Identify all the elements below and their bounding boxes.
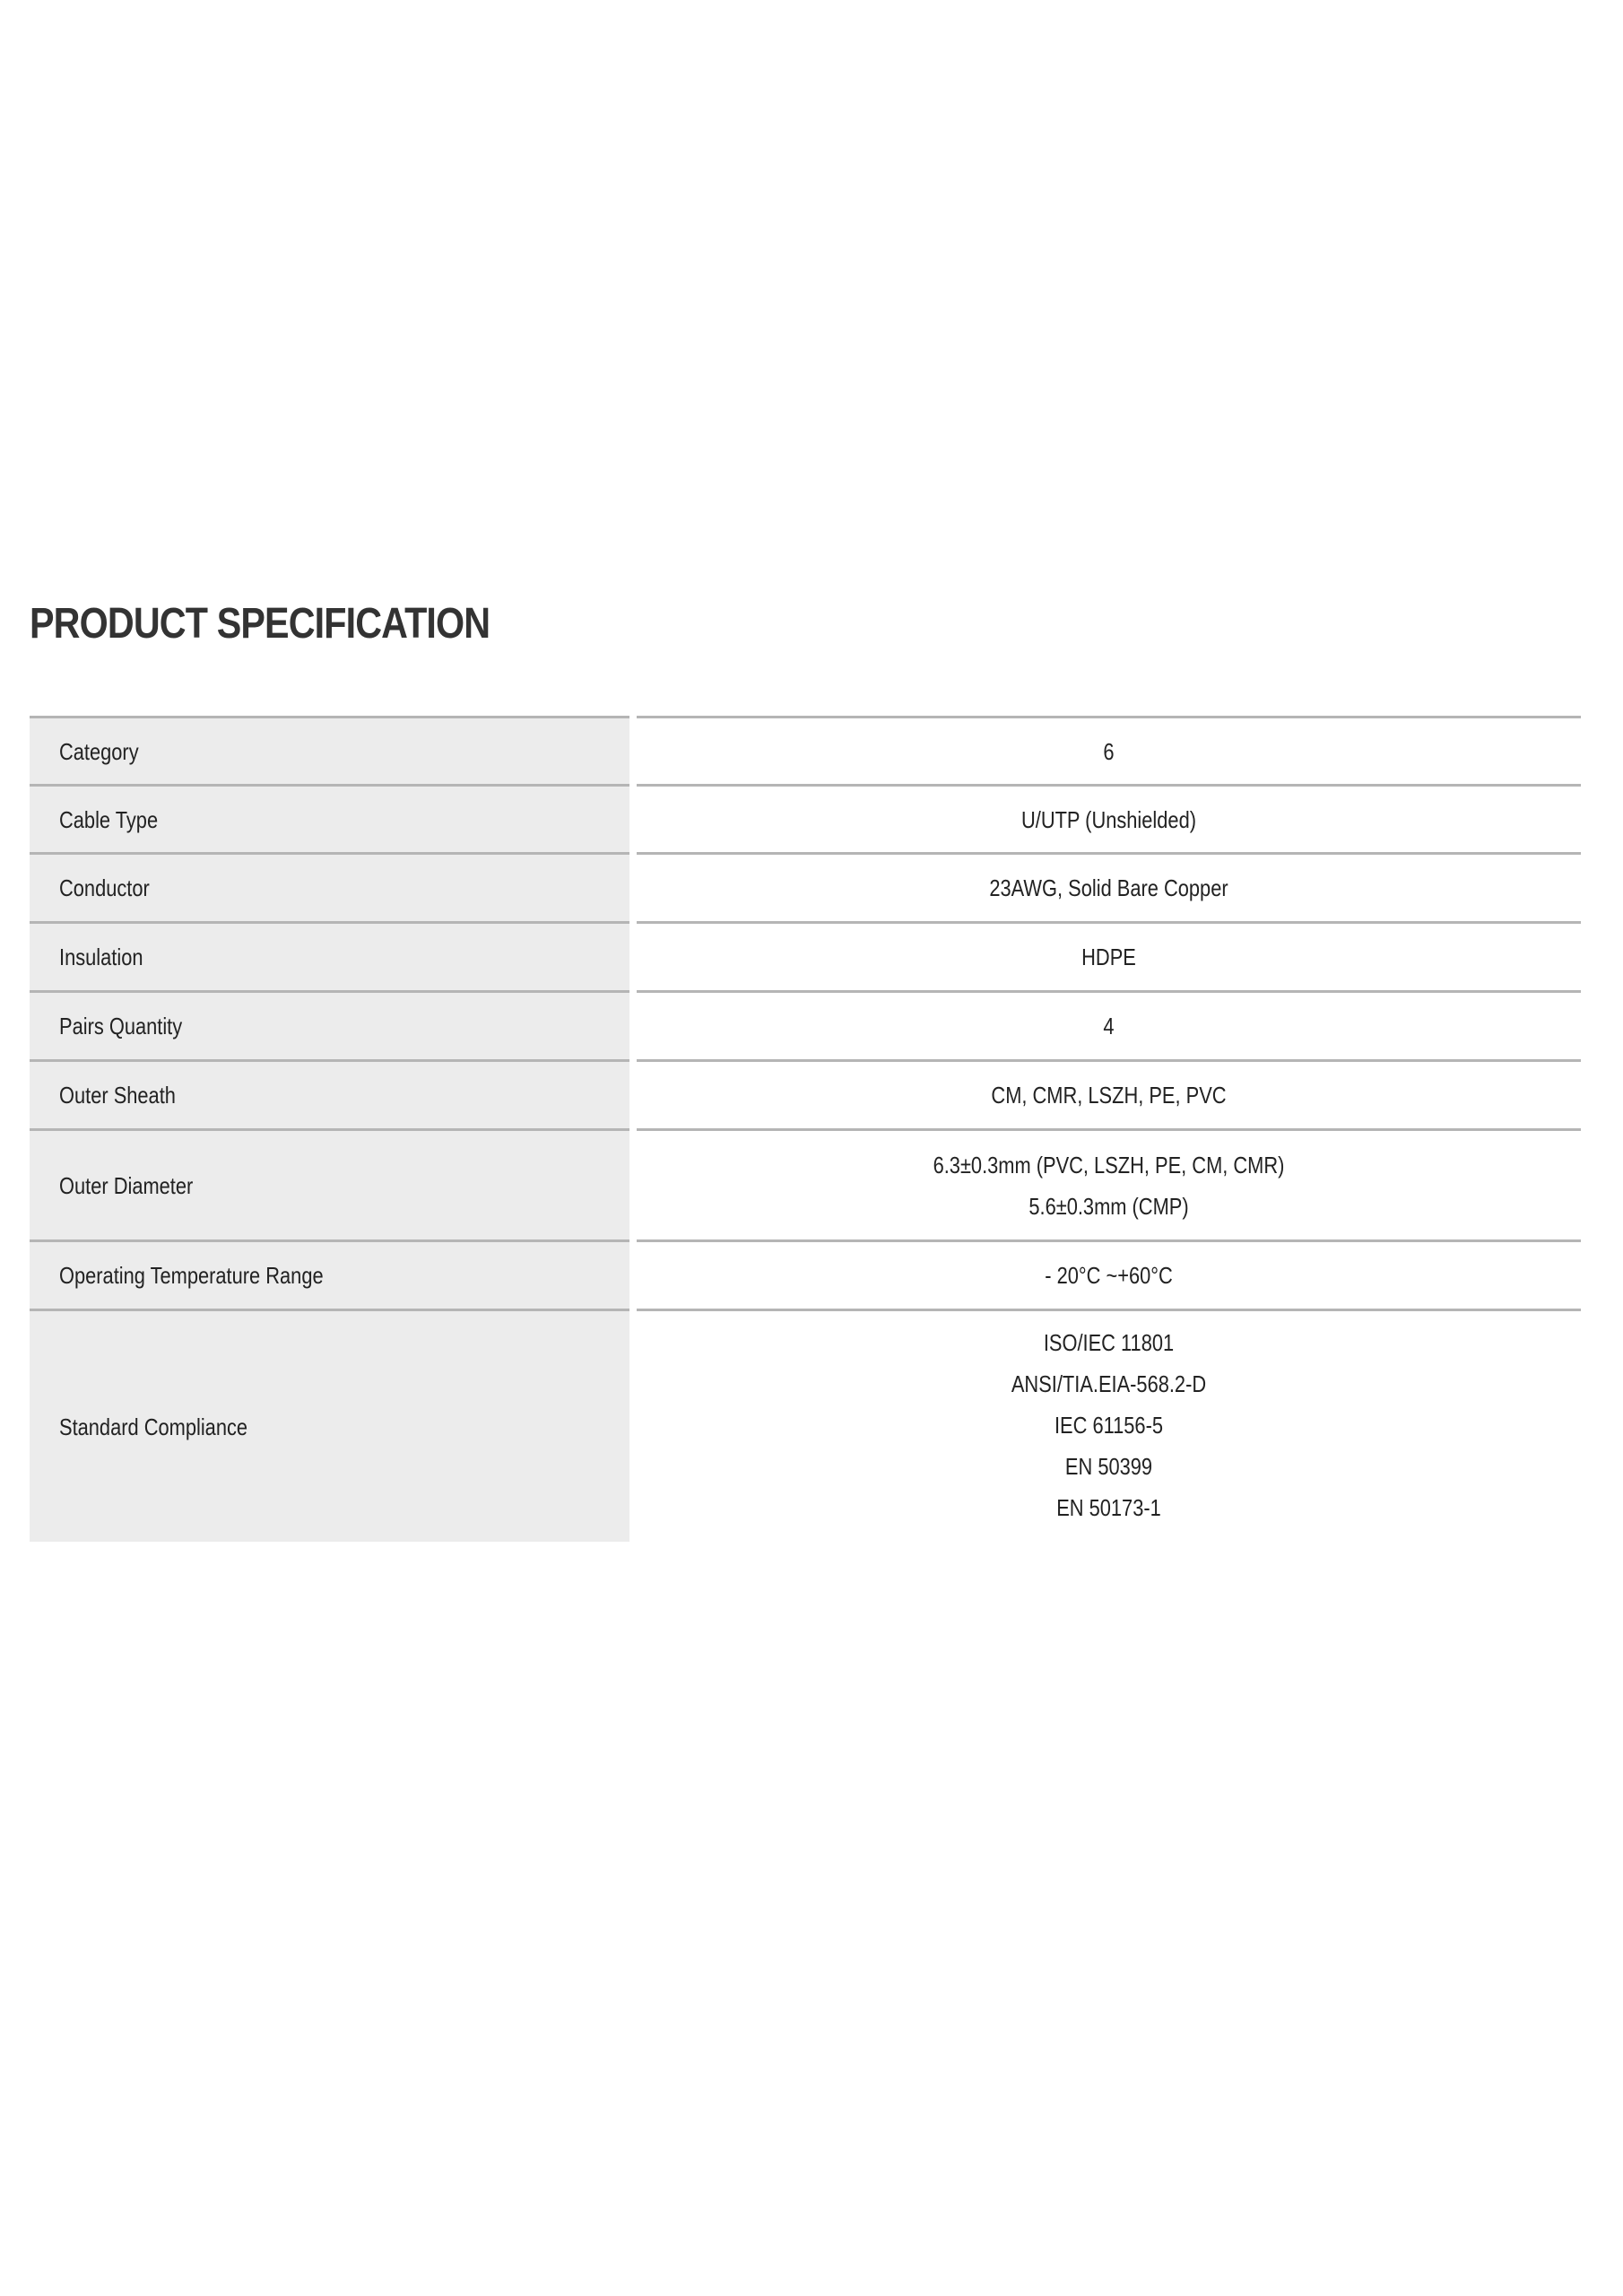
spec-label: Pairs Quantity	[30, 990, 629, 1059]
table-row	[30, 921, 1581, 990]
table-row	[30, 852, 1581, 921]
spec-label: Category	[30, 716, 629, 784]
table-row	[30, 990, 1581, 1059]
spec-label: Cable Type	[30, 784, 629, 852]
spec-label: Conductor	[30, 852, 629, 921]
spec-label: Standard Compliance	[30, 1309, 629, 1542]
table-row	[30, 1059, 1581, 1128]
table-row	[30, 1128, 1581, 1239]
spec-value: ISO/IEC 11801 ANSI/TIA.EIA-568.2-D IEC 61156-5 EN 50399 EN 50173-1	[637, 1309, 1581, 1542]
table-row	[30, 1239, 1581, 1309]
page-title: PRODUCT SPECIFICATION	[30, 600, 490, 648]
spec-label: Outer Sheath	[30, 1059, 629, 1128]
spec-value: U/UTP (Unshielded)	[637, 784, 1581, 852]
spec-value: HDPE	[637, 921, 1581, 990]
spec-value: 23AWG, Solid Bare Copper	[637, 852, 1581, 921]
spec-value: 6	[637, 716, 1581, 784]
table-row	[30, 784, 1581, 852]
spec-label: Outer Diameter	[30, 1128, 629, 1239]
spec-label: Operating Temperature Range	[30, 1239, 629, 1309]
spec-label: Insulation	[30, 921, 629, 990]
table-row	[30, 1309, 1581, 1542]
spec-value: - 20°C ~+60°C	[637, 1239, 1581, 1309]
spec-value: 4	[637, 990, 1581, 1059]
table-row	[30, 716, 1581, 784]
spec-value: 6.3±0.3mm (PVC, LSZH, PE, CM, CMR) 5.6±0.3mm (CMP)	[637, 1128, 1581, 1239]
spec-table	[30, 716, 1581, 1542]
spec-value: CM, CMR, LSZH, PE, PVC	[637, 1059, 1581, 1128]
